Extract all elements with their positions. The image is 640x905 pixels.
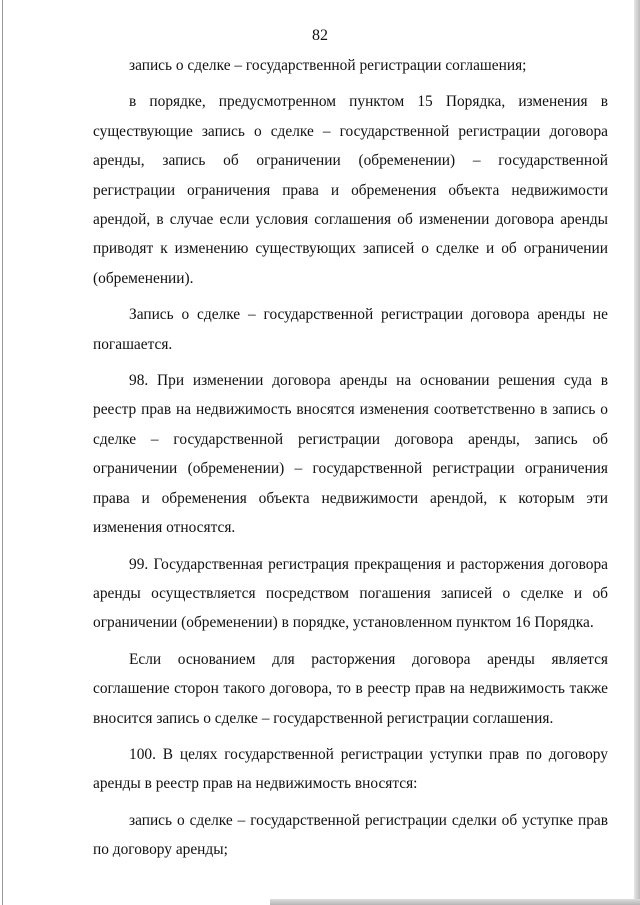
paragraph-termination-agreement: Если основанием для расторжения договора аренды является соглашение сторон такого договора, то в реестр прав на недвижимость также вносится запись о сделке – государственной регистрации соглашения. (93, 650, 608, 727)
document-body (93, 51, 608, 865)
paragraph-registration-agreement: запись о сделке – государственной регистрации соглашения; (129, 57, 527, 74)
scan-edge-right (634, 0, 640, 905)
paragraph-assignment-record: запись о сделке – государственной регистрации сделки об уступке прав по договору аренды; (93, 811, 608, 859)
paragraph-100: 100. В целях государственной регистрации уступки прав по договору аренды в реестр прав на недвижимость вносятся: (93, 745, 608, 793)
paragraph-98: 98. При изменении договора аренды на основании решения суда в реестр прав на недвижимость вносятся изменения соответственно в запись о сделке – государственной регистрации договора аренды, запись об ограничении (обременении) – государственной регистрации ограничения права и обременения объекта недвижимости арендой, к которым эти изменения относятся. (93, 372, 608, 537)
page-number: 82 (312, 27, 328, 44)
paragraph-record-not-cancelled: Запись о сделке – государственной регистрации договора аренды не погашается. (93, 306, 608, 353)
paragraph-amendment-procedure: в порядке, предусмотренном пунктом 15 Порядка, изменения в существующие запись о сделке – государственной регистрации договора аренды, запись об ограничении (обременении) – государственной регистрации ограничения права и обременения объекта недвижимости арендой, в случае если условия соглашения об изменении договора аренды приводят к изменению существующих записей о сделке и об ограничении (обременении). (93, 93, 608, 287)
scan-edge-left (2, 0, 3, 905)
paragraph-99: 99. Государственная регистрация прекращения и расторжения договора аренды осуществляется посредством погашения записей о сделке и об ограничении (обременении) в порядке, установленном пунктом 16 Порядка. (93, 555, 608, 632)
scan-edge-bottom (270, 899, 640, 905)
